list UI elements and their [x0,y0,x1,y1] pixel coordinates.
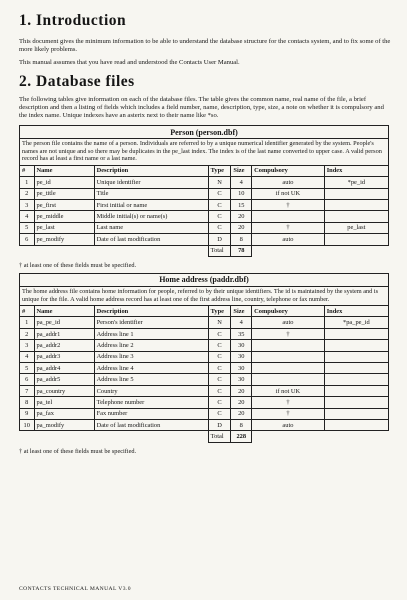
table-row [20,340,389,351]
cell-description: Address line 2 [94,340,208,351]
cell-compulsory: † [252,199,325,210]
cell-compulsory: † [252,222,325,233]
col-description: Description [94,165,208,176]
cell-description: Date of last modification [94,234,208,245]
person-table-caption: Person (person.dbf) [20,126,389,139]
cell-name: pe_id [34,177,94,188]
cell-compulsory: auto [252,234,325,245]
cell-description: Middle initial(s) or name(s) [94,211,208,222]
person-table-description: The person file contains the name of a person. Individuals are referred to by a unique numerical identifier generated by the system. People's names are not unique and so there may be duplicates in the pe_last index. The index is of the last name converted to upper case. A valid person record has at least a first name or a last name. [20,139,389,166]
cell-description: Country [94,385,208,396]
address-table-body [20,317,389,431]
address-table-total [20,431,389,442]
table-row [20,408,389,419]
col-description: Description [94,306,208,317]
cell-num: 5 [20,363,35,374]
cell-compulsory: † [252,397,325,408]
cell-compulsory: auto [252,420,325,431]
cell-type: N [208,317,231,328]
cell-index [324,397,388,408]
table-row [20,234,389,245]
cell-index [324,188,388,199]
cell-index [324,211,388,222]
cell-type: C [208,397,231,408]
cell-compulsory [252,211,325,222]
cell-description: Date of last modification [94,420,208,431]
person-table-body [20,177,389,245]
cell-name: pa_tel [34,397,94,408]
cell-name: pa_fax [34,408,94,419]
cell-compulsory: auto [252,177,325,188]
cell-size: 8 [231,234,252,245]
cell-compulsory [252,351,325,362]
cell-name: pa_modify [34,420,94,431]
cell-size: 20 [231,211,252,222]
page-footer: CONTACTS TECHNICAL MANUAL V3.0 [19,586,131,592]
address-table [19,273,389,443]
cell-name: pa_addr3 [34,351,94,362]
cell-index [324,351,388,362]
cell-size: 30 [231,374,252,385]
col-size: Size [231,165,252,176]
table-row [20,188,389,199]
cell-name: pa_addr4 [34,363,94,374]
col-name: Name [34,306,94,317]
address-total-label: Total [208,431,231,442]
cell-type: C [208,199,231,210]
cell-name: pa_addr5 [34,374,94,385]
cell-size: 30 [231,363,252,374]
col-index: Index [324,306,388,317]
cell-index: *pa_pe_id [324,317,388,328]
cell-name: pa_addr1 [34,328,94,339]
address-table-description: The home address file contains home information for people, referred to by their unique identifiers. The id is maintained by the system and is unique for the file. A valid home address record has at least one of the first address line, country, telephone or fax number. [20,286,389,305]
address-total-value: 228 [231,431,252,442]
address-table-caption: Home address (paddr.dbf) [20,273,389,286]
cell-description: Person's identifier [94,317,208,328]
col-num: # [20,306,35,317]
cell-size: 10 [231,188,252,199]
cell-num: 9 [20,408,35,419]
cell-compulsory: † [252,328,325,339]
cell-index: pe_last [324,222,388,233]
cell-index [324,385,388,396]
cell-type: C [208,328,231,339]
table-row [20,363,389,374]
cell-name: pe_last [34,222,94,233]
cell-size: 20 [231,408,252,419]
col-compulsory: Compulsory [252,165,325,176]
cell-index [324,234,388,245]
person-total-label: Total [208,245,231,256]
cell-index: *pe_id [324,177,388,188]
cell-num: 8 [20,397,35,408]
cell-num: 5 [20,222,35,233]
table-row [20,328,389,339]
person-table-note: † at least one of these fields must be specified. [19,261,137,269]
cell-num: 2 [20,188,35,199]
cell-num: 1 [20,317,35,328]
cell-size: 35 [231,328,252,339]
person-table-header [20,165,389,176]
cell-type: C [208,188,231,199]
cell-compulsory: if not UK [252,188,325,199]
cell-type: C [208,211,231,222]
cell-description: Telephone number [94,397,208,408]
cell-type: C [208,351,231,362]
cell-name: pa_country [34,385,94,396]
cell-description: Fax number [94,408,208,419]
cell-compulsory [252,363,325,374]
cell-index [324,374,388,385]
col-compulsory: Compulsory [252,306,325,317]
cell-type: C [208,408,231,419]
intro-paragraph-2: This manual assumes that you have read and understood the Contacts User Manual. [19,59,240,66]
cell-index [324,363,388,374]
table-row [20,351,389,362]
cell-index [324,408,388,419]
address-table-note: † at least one of these fields must be specified. [19,447,137,455]
cell-compulsory: if not UK [252,385,325,396]
cell-description: Title [94,188,208,199]
cell-description: Unique identifier [94,177,208,188]
cell-name: pe_middle [34,211,94,222]
col-type: Type [208,306,231,317]
person-table-total [20,245,389,256]
table-row [20,177,389,188]
col-index: Index [324,165,388,176]
address-table-header [20,306,389,317]
cell-num: 1 [20,177,35,188]
cell-size: 20 [231,397,252,408]
cell-type: D [208,234,231,245]
cell-name: pe_first [34,199,94,210]
table-row [20,317,389,328]
cell-index [324,199,388,210]
cell-size: 30 [231,340,252,351]
cell-num: 3 [20,199,35,210]
col-type: Type [208,165,231,176]
cell-description: Address line 1 [94,328,208,339]
cell-index [324,340,388,351]
person-total-value: 78 [231,245,252,256]
intro-heading: 1. Introduction [19,12,127,29]
cell-size: 20 [231,222,252,233]
cell-compulsory [252,374,325,385]
cell-size: 15 [231,199,252,210]
col-size: Size [231,306,252,317]
cell-name: pa_pe_id [34,317,94,328]
cell-type: D [208,420,231,431]
cell-name: pe_title [34,188,94,199]
cell-num: 4 [20,351,35,362]
col-name: Name [34,165,94,176]
cell-compulsory: auto [252,317,325,328]
cell-num: 7 [20,385,35,396]
cell-name: pa_addr2 [34,340,94,351]
cell-index [324,420,388,431]
col-num: # [20,165,35,176]
person-table [19,125,389,257]
intro-paragraph-1: This document gives the minimum information to be able to understand the database structure for the contacts system, and to fix some of the more likely problems. [19,38,391,53]
cell-num: 10 [20,420,35,431]
database-paragraph: The following tables give information on each of the database files. The table gives the common name, real name of the file, a brief description and then a listing of fields which includes a field number, name, description, type, size, a note on whether it is compulsory and the index name. Unique indexes have an asterix next to their name like *so. [19,96,384,119]
cell-type: C [208,374,231,385]
cell-num: 4 [20,211,35,222]
cell-description: Address line 4 [94,363,208,374]
cell-type: C [208,340,231,351]
table-row [20,420,389,431]
table-row [20,385,389,396]
cell-num: 3 [20,340,35,351]
cell-type: C [208,385,231,396]
cell-size: 30 [231,351,252,362]
cell-size: 4 [231,177,252,188]
cell-num: 6 [20,234,35,245]
cell-size: 4 [231,317,252,328]
cell-num: 2 [20,328,35,339]
cell-num: 6 [20,374,35,385]
cell-type: N [208,177,231,188]
table-row [20,211,389,222]
table-row [20,199,389,210]
cell-compulsory [252,340,325,351]
table-row [20,222,389,233]
cell-description: Address line 5 [94,374,208,385]
table-row [20,397,389,408]
cell-size: 20 [231,385,252,396]
cell-description: Address line 3 [94,351,208,362]
cell-description: Last name [94,222,208,233]
cell-name: pe_modify [34,234,94,245]
cell-compulsory: † [252,408,325,419]
database-heading: 2. Database files [19,73,135,90]
cell-type: C [208,222,231,233]
cell-type: C [208,363,231,374]
table-row [20,374,389,385]
cell-description: First initial or name [94,199,208,210]
cell-index [324,328,388,339]
cell-size: 8 [231,420,252,431]
